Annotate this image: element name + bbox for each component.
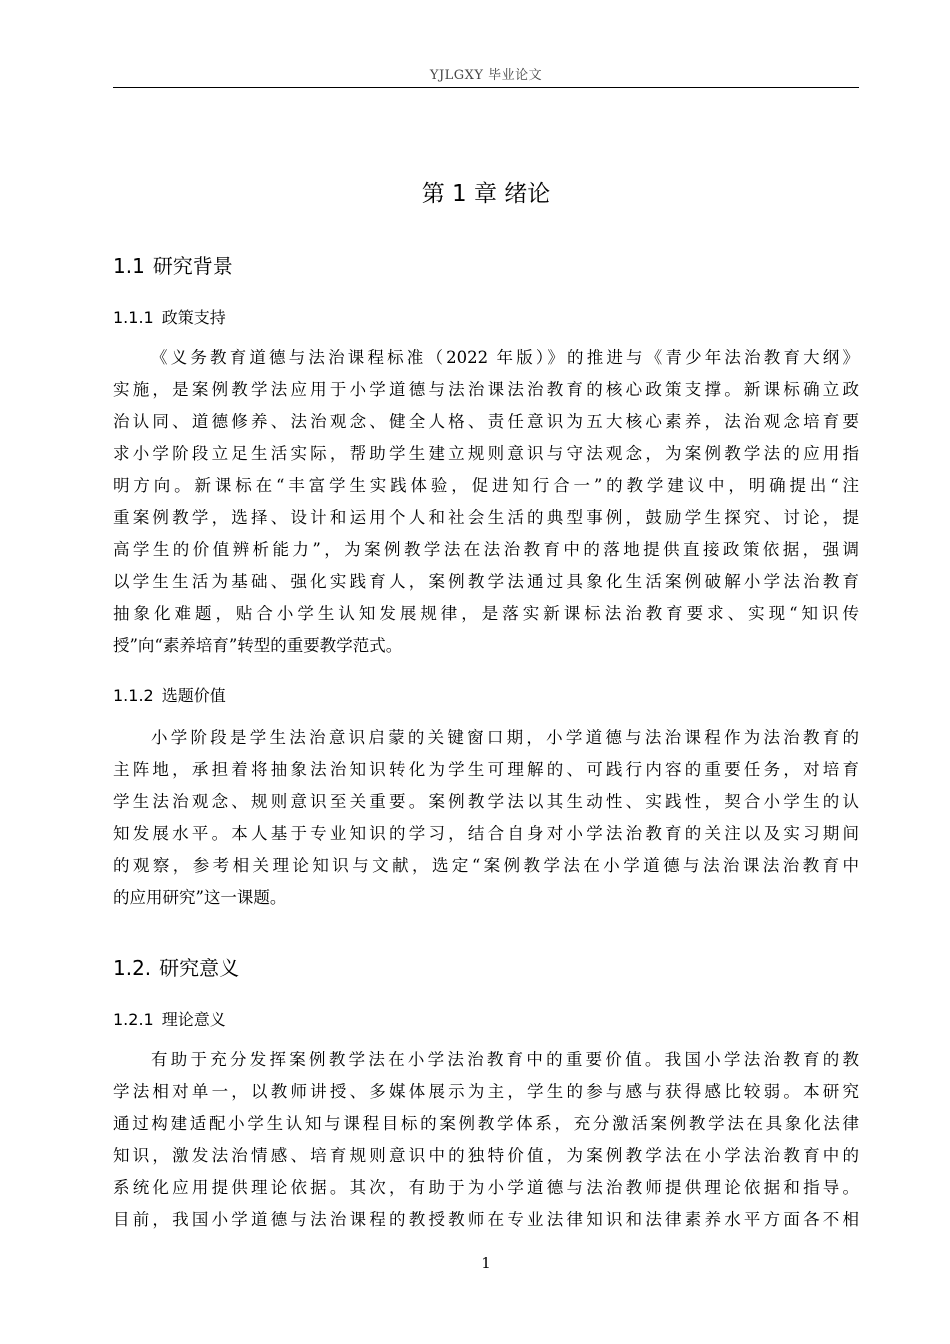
- text-line: 知发展水平。本人基于专业知识的学习，结合自身对小学法治教育的关注以及实习期间: [113, 824, 859, 843]
- text-line: 《义务教育道德与法治课程标准（2022 年版）》的推进与《青少年法治教育大纲》: [151, 348, 859, 367]
- subsection-title: 理论意义: [161, 1010, 226, 1029]
- text-line: 学法相对单一，以教师讲授、多媒体展示为主，学生的参与感与获得感比较弱。本研究: [113, 1082, 859, 1101]
- text-line: 的应用研究”这一课题。: [113, 888, 287, 907]
- subsection-number: 1.1.2: [113, 686, 154, 705]
- section-number: 1.1: [113, 254, 145, 278]
- text-line: 以学生生活为基础、强化实践育人，案例教学法通过具象化生活案例破解小学法治教育: [113, 572, 859, 591]
- paragraph-topic-value: [113, 722, 859, 914]
- section-heading-1-2: [113, 954, 239, 982]
- text-line: 明方向。新课标在“丰富学生实践体验，促进知行合一”的教学建议中，明确提出“注: [113, 476, 859, 495]
- subsection-heading-1-1-1: [113, 306, 226, 330]
- text-line: 目前，我国小学道德与法治课程的教授教师在专业法律知识和法律素养水平方面各不相: [113, 1210, 859, 1229]
- subsection-title: 政策支持: [161, 308, 226, 327]
- paragraph-policy-support: [113, 342, 859, 662]
- text-line: 求小学阶段立足生活实际，帮助学生建立规则意识与守法观念，为案例教学法的应用指: [113, 444, 859, 463]
- subsection-number: 1.1.1: [113, 308, 154, 327]
- section-title: 研究意义: [159, 956, 240, 980]
- text-line: 知识，激发法治情感、培育规则意识中的独特价值，为案例教学法在小学法治教育中的: [113, 1146, 859, 1165]
- running-header: YJLGXY 毕业论文: [429, 68, 543, 83]
- text-line: 授”向“素养培育”转型的重要教学范式。: [113, 636, 403, 655]
- header-divider: [113, 87, 859, 88]
- section-title: 研究背景: [152, 254, 233, 278]
- subsection-number: 1.2.1: [113, 1010, 154, 1029]
- text-line: 主阵地，承担着将抽象法治知识转化为学生可理解的、可践行内容的重要任务，对培育: [113, 760, 859, 779]
- text-line: 通过构建适配小学生认知与课程目标的案例教学体系，充分激活案例教学法在具象化法律: [113, 1114, 859, 1133]
- text-line: 高学生的价值辨析能力”，为案例教学法在法治教育中的落地提供直接政策依据，强调: [113, 540, 859, 559]
- text-line: 小学阶段是学生法治意识启蒙的关键窗口期，小学道德与法治课程作为法治教育的: [151, 728, 859, 747]
- text-line: 重案例教学，选择、设计和运用个人和社会生活的典型事例，鼓励学生探究、讨论，提: [113, 508, 859, 527]
- paragraph-theoretical-significance: [113, 1044, 859, 1236]
- text-line: 的观察，参考相关理论知识与文献，选定“案例教学法在小学道德与法治课法治教育中: [113, 856, 859, 875]
- section-heading-1-1: [113, 252, 233, 280]
- text-line: 有助于充分发挥案例教学法在小学法治教育中的重要价值。我国小学法治教育的教: [151, 1050, 859, 1069]
- page-number: 1: [481, 1254, 491, 1272]
- text-line: 实施，是案例教学法应用于小学道德与法治课法治教育的核心政策支撑。新课标确立政: [113, 380, 859, 399]
- subsection-title: 选题价值: [161, 686, 226, 705]
- text-line: 系统化应用提供理论依据。其次，有助于为小学道德与法治教师提供理论依据和指导。: [113, 1178, 859, 1197]
- chapter-title: 第 1 章 绪论: [421, 181, 551, 207]
- section-number: 1.2.: [113, 956, 152, 980]
- text-line: 治认同、道德修养、法治观念、健全人格、责任意识为五大核心素养，法治观念培育要: [113, 412, 859, 431]
- subsection-heading-1-2-1: [113, 1008, 226, 1032]
- text-line: 抽象化难题，贴合小学生认知发展规律，是落实新课标法治教育要求、实现“知识传: [113, 604, 859, 623]
- subsection-heading-1-1-2: [113, 684, 226, 708]
- text-line: 学生法治观念、规则意识至关重要。案例教学法以其生动性、实践性，契合小学生的认: [113, 792, 859, 811]
